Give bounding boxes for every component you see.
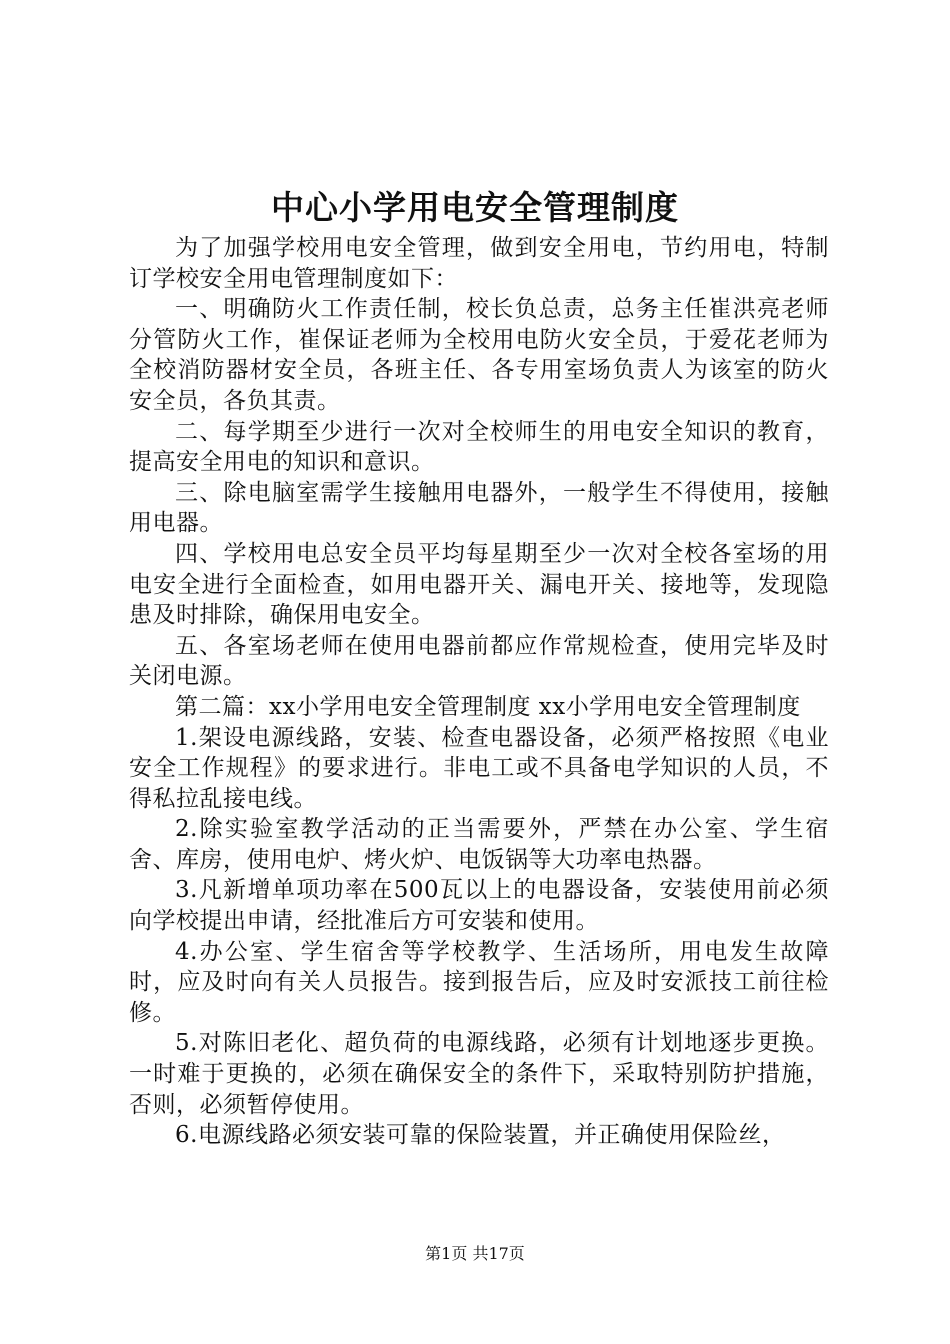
paragraph-item-4: 四、学校用电总安全员平均每星期至少一次对全校各室场的用电安全进行全面检查，如用电器开关、漏电开关、接地等，发现隐患及时排除，确保用电安全。 (129, 540, 829, 629)
rule-item-6: 6.电源线路必须安装可靠的保险装置，并正确使用保险丝， (175, 1122, 786, 1149)
rule-item-1: 1.架设电源线路，安装、检查电器设备，必须严格按照《电业安全工作规程》的要求进行。非电工或不具备电学知识的人员，不得私拉乱接电线。 (129, 724, 829, 812)
rule-item-4: 4.办公室、学生宿舍等学校教学、生活场所，用电发生故障时，应及时向有关人员报告。接到报告后，应及时安派技工前往检修。 (129, 938, 829, 1026)
paragraph-item-5: 五、各室场老师在使用电器前都应作常规检查，使用完毕及时关闭电源。 (129, 632, 829, 690)
section-heading-part-two: 第二篇：xx小学用电安全管理制度 xx小学用电安全管理制度 (175, 693, 801, 720)
document-title: 中心小学用电安全管理制度 (271, 188, 679, 227)
document-body (129, 233, 829, 1151)
paragraph-item-1: 一、明确防火工作责任制，校长负总责，总务主任崔洪亮老师分管防火工作，崔保证老师为全校用电防火安全员，于爱花老师为全校消防器材安全员，各班主任、各专用室场负责人为该室的防火安全员，各负其责。 (129, 296, 829, 414)
rule-item-2: 2.除实验室教学活动的正当需要外，严禁在办公室、学生宿舍、库房，使用电炉、烤火炉、电饭锅等大功率电热器。 (129, 816, 829, 873)
rule-item-3: 3.凡新增单项功率在500瓦以上的电器设备，安装使用前必须向学校提出申请，经批准后方可安装和使用。 (129, 877, 829, 935)
paragraph-item-2: 二、每学期至少进行一次对全校师生的用电安全知识的教育，提高安全用电的知识和意识。 (129, 418, 829, 476)
page-number-footer: 第1页 共17页 (425, 1244, 525, 1263)
paragraph-item-3: 三、除电脑室需学生接触用电器外，一般学生不得使用，接触用电器。 (129, 479, 829, 537)
paragraph-intro: 为了加强学校用电安全管理，做到安全用电，节约用电，特制订学校安全用电管理制度如下： (129, 235, 829, 292)
rule-item-5: 5.对陈旧老化、超负荷的电源线路，必须有计划地逐步更换。一时难于更换的，必须在确保安全的条件下，采取特别防护措施，否则，必须暂停使用。 (129, 1030, 829, 1118)
